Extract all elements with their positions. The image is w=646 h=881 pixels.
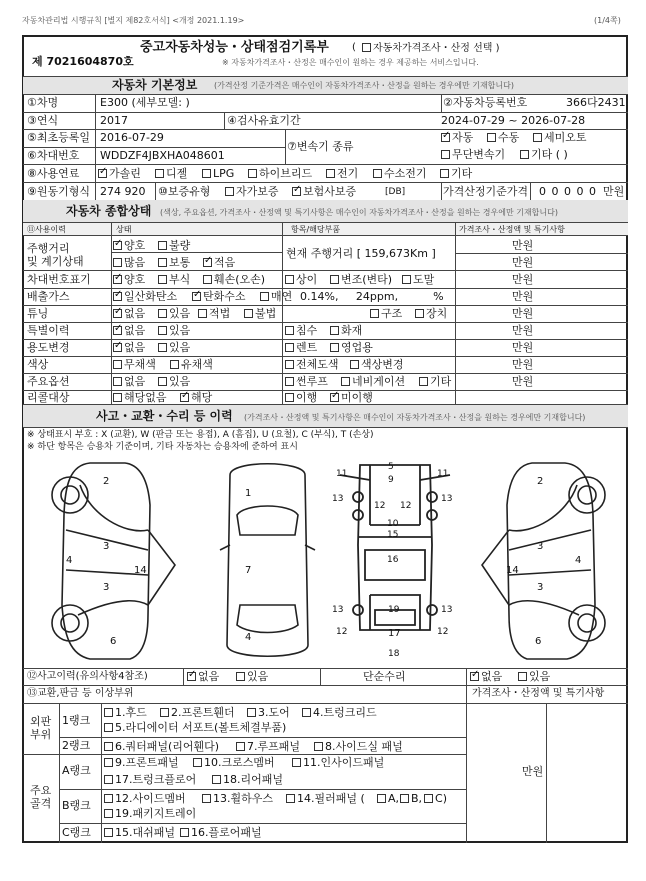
mileage-opt[interactable]: ✓ 적음 xyxy=(203,257,235,268)
history-opt[interactable]: 있음 xyxy=(236,671,268,682)
color-opt[interactable]: 무채색 xyxy=(113,359,156,370)
fuel-opt[interactable]: 하이브리드 xyxy=(248,168,312,179)
mileage-opt[interactable]: 많음 xyxy=(113,257,145,268)
diagram-label: 11 xyxy=(437,469,449,479)
law-reference: 자동차관리법 시행규칙 [별지 제82호서식] <개정 2021.1.19> xyxy=(22,16,245,25)
color-opt[interactable]: 색상변경 xyxy=(350,359,404,370)
diagram-label: 3 xyxy=(103,541,110,552)
diagram-label: 13 xyxy=(441,494,453,504)
price-cell: 만원 xyxy=(512,307,534,320)
parts-price: 만원 xyxy=(522,765,544,778)
diagram-label: 19 xyxy=(388,605,400,615)
rank-a: A랭크 xyxy=(62,764,91,777)
price-cell: 만원 xyxy=(512,256,534,269)
gas-opt[interactable]: ✓ 탄화수소 xyxy=(192,291,246,302)
diagram-label: 4 xyxy=(66,555,73,566)
diagram-label: 3 xyxy=(537,541,544,552)
first-reg: 2016-07-29 xyxy=(100,131,164,144)
gas-opt[interactable]: ✓ 일산화탄소 xyxy=(113,291,177,302)
gas-values: 0.14%, 24ppm, % xyxy=(300,290,444,303)
diagram-label: 12 xyxy=(437,627,449,637)
car-right-side xyxy=(482,463,605,659)
parts-label: ⑬교환,판금 등 이상부위 xyxy=(27,688,134,699)
part-check[interactable]: 12.사이드멤버 xyxy=(104,793,186,804)
warranty-opt[interactable]: 자가보증 xyxy=(225,186,279,197)
options-label: 주요옵션 xyxy=(27,375,70,388)
warranty-opt[interactable]: ✓ 보험사보증 xyxy=(292,186,356,197)
part-check[interactable]: 1.후드 xyxy=(104,707,147,718)
diagram-label: 2 xyxy=(103,476,110,487)
diagram-label: 6 xyxy=(110,636,117,647)
trans-opt-cvt[interactable]: 무단변속기 xyxy=(441,149,505,160)
price-cell: 만원 xyxy=(512,239,534,252)
diagram-label: 12 xyxy=(336,627,348,637)
diagram-label: 13 xyxy=(332,494,344,504)
mileage-opt[interactable]: ✓양호 xyxy=(113,240,145,251)
diagram-label: 3 xyxy=(103,582,110,593)
first-reg-label: ⑤최초등록일 xyxy=(27,131,90,144)
part-check[interactable]: 17.트렁크플로어 xyxy=(104,774,196,785)
checkbox[interactable] xyxy=(362,43,371,52)
diagram-label: 16 xyxy=(387,555,399,565)
warranty-label: ⑩보증유형 xyxy=(158,185,211,198)
diagram-label: 18 xyxy=(388,649,400,659)
simple-opt[interactable]: 있음 xyxy=(518,671,550,682)
part-check[interactable]: 10.크로스멤버 xyxy=(193,757,275,768)
diagram-label: 12 xyxy=(374,501,386,511)
diagram-label: 2 xyxy=(537,476,544,487)
recall-opt[interactable]: ✓ 해당 xyxy=(180,392,212,403)
engine: 274 920 xyxy=(100,185,146,198)
basic-info-title: 자동차 기본정보 xyxy=(112,78,198,92)
part-check[interactable]: 9.프론트패널 xyxy=(104,757,179,768)
tuning-opt[interactable]: 구조 xyxy=(370,308,402,319)
mileage-label: 주행거리 및 계기상태 xyxy=(27,242,84,268)
recall-label: 리콜대상 xyxy=(27,391,70,404)
car-top-view xyxy=(220,464,315,657)
tuning-opt[interactable]: ✓ 없음 xyxy=(113,308,145,319)
outer-panel-label: 외판 부위 xyxy=(30,715,52,741)
usage-opt[interactable]: ✓ 없음 xyxy=(113,342,145,353)
basic-info-subtitle: (가격산정 기준가격은 매수인이 자동차가격조사・산정을 원하는 경우에만 기재합니다) xyxy=(214,81,514,90)
rank-2: 2랭크 xyxy=(62,739,91,752)
col-usage: ⑪사용이력 xyxy=(27,225,66,234)
color-label: 색상 xyxy=(27,358,49,371)
recall-opt[interactable]: 해당없음 xyxy=(113,392,167,403)
part-check[interactable]: 4.트렁크리드 xyxy=(302,707,377,718)
legend-note: ※ 하단 항목은 승용차 기준이며, 기타 자동차는 승용차에 준하여 표시 xyxy=(27,442,298,452)
usage-opt[interactable]: 영업용 xyxy=(330,342,373,353)
mileage-opt[interactable]: 불량 xyxy=(158,240,190,251)
options-opt[interactable]: 있음 xyxy=(158,376,190,387)
simple-repair-label: 단순수리 xyxy=(363,670,406,683)
col-state: 상태 xyxy=(116,225,132,234)
diagram-label: 11 xyxy=(336,469,348,479)
fuel-label: ⑧사용연료 xyxy=(27,167,80,180)
engine-label: ⑨원동기형식 xyxy=(27,185,90,198)
price-unit: 만원 xyxy=(603,185,625,198)
options-opt[interactable]: 썬루프 xyxy=(285,376,328,387)
part-check[interactable]: 13.휠하우스 xyxy=(202,793,273,804)
part-check[interactable]: 15.대쉬패널 xyxy=(104,827,175,838)
tuning-opt[interactable]: 적법 xyxy=(198,308,230,319)
vin-opt[interactable]: 상이 xyxy=(285,274,317,285)
accident-subtitle: (가격조사・산정액 및 특기사항은 매수인이 자동차가격조사・산정을 원하는 경우에만 기재합니다) xyxy=(244,413,586,422)
part-check[interactable]: 5.라디에이터 서포트(볼트체결부품) xyxy=(104,722,286,733)
col-price: 가격조사・산정액 및 특기사항 xyxy=(459,225,565,234)
year-label: ③연식 xyxy=(27,114,59,127)
diagram-label: 10 xyxy=(387,519,399,529)
price-cell: 만원 xyxy=(512,341,534,354)
trans-opt-auto[interactable]: ✓자동 xyxy=(441,132,473,143)
part-check[interactable]: 8.사이드실 패널 xyxy=(314,741,403,752)
parts-price-col: 가격조사・산정액 및 특기사항 xyxy=(472,688,605,699)
part-check[interactable]: 18.리어패널 xyxy=(212,774,283,785)
db-tag: [DB] xyxy=(385,187,406,197)
car-name: E300 (세부모델: ) xyxy=(100,96,190,109)
pillar-check[interactable]: A, xyxy=(377,793,399,804)
doc-title: 중고자동차성능・상태점검기록부 xyxy=(140,40,329,55)
main-frame-label: 주요 골격 xyxy=(30,784,52,810)
diagram-label: 6 xyxy=(535,636,542,647)
fuel-opt[interactable]: 전기 xyxy=(326,168,358,179)
price-cell: 만원 xyxy=(512,375,534,388)
doc-note: ※ 자동차가격조사・산정은 매수인이 원하는 경우 제공하는 서비스입니다. xyxy=(222,58,479,67)
price-cell: 만원 xyxy=(512,290,534,303)
diagram-label: 15 xyxy=(387,530,399,540)
color-opt[interactable]: 유채색 xyxy=(170,359,213,370)
simple-opt[interactable]: ✓ 없음 xyxy=(470,671,502,682)
part-check[interactable]: 19.패키지트레이 xyxy=(104,808,196,819)
vin-mark-label: 차대번호표기 xyxy=(27,273,91,286)
diagram-label: 4 xyxy=(575,555,582,566)
recall-opt[interactable]: 이행 xyxy=(285,392,317,403)
car-name-label: ①차명 xyxy=(27,96,59,109)
doc-number: 제 7021604870호 xyxy=(32,55,134,68)
mileage-opt[interactable]: 보통 xyxy=(158,257,190,268)
rank-1: 1랭크 xyxy=(62,714,91,727)
trans-label: ⑦변속기 종류 xyxy=(287,140,354,153)
vin-label: ⑥차대번호 xyxy=(27,149,80,162)
vin-opt[interactable]: 훼손(오손) xyxy=(203,274,265,285)
price-cell: 만원 xyxy=(512,358,534,371)
price-basis-label: 가격산정기준가격 xyxy=(443,185,529,198)
col-item: 항목/해당부품 xyxy=(291,225,341,234)
tuning-opt[interactable]: 장치 xyxy=(415,308,447,319)
vin-opt[interactable]: ✓ 양호 xyxy=(113,274,145,285)
special-opt[interactable]: 화재 xyxy=(330,325,362,336)
diagram-label: 14 xyxy=(134,565,147,576)
page-number: (1/4쪽) xyxy=(594,16,621,25)
recall-opt[interactable]: ✓ 미이행 xyxy=(330,392,373,403)
vin-opt[interactable]: 부식 xyxy=(158,274,190,285)
price-option-check[interactable] xyxy=(362,43,500,54)
fuel-opt[interactable]: ✓ 가솔린 xyxy=(98,168,141,179)
rank-c: C랭크 xyxy=(62,826,91,839)
tuning-opt[interactable]: 있음 xyxy=(158,308,190,319)
usage-opt[interactable]: 렌트 xyxy=(285,342,317,353)
option-paren: ( xyxy=(352,42,356,53)
vin-opt[interactable]: 도말 xyxy=(402,274,434,285)
part-check[interactable]: 2.프론트휀더 xyxy=(160,707,235,718)
vin-opt[interactable]: 변조(변타) xyxy=(330,274,392,285)
diagram-label: 14 xyxy=(506,565,519,576)
options-opt[interactable]: 없음 xyxy=(113,376,145,387)
fuel-opt[interactable]: 디젤 xyxy=(155,168,187,179)
part-check[interactable]: 3.도어 xyxy=(247,707,290,718)
overall-subtitle: (색상, 주요옵션, 가격조사・산정액 및 특기사항은 매수인이 자동차가격조사・산정을 원하는 경우에만 기재합니다) xyxy=(160,208,558,217)
gas-opt[interactable]: 매연 xyxy=(260,291,292,302)
inspect-label: ④검사유효기간 xyxy=(227,114,301,127)
options-opt[interactable]: 네비게이션 xyxy=(341,376,405,387)
pillar-check[interactable]: B, xyxy=(400,793,422,804)
accident-title: 사고・교환・수리 등 이력 xyxy=(96,409,233,423)
inspect-period: 2024-07-29 ~ 2026-07-28 xyxy=(441,114,586,127)
price-cell: 만원 xyxy=(512,324,534,337)
trans-opt-other[interactable]: 기타 ( ) xyxy=(520,149,568,160)
option-label: 자동차가격조사・산정 선택 ) xyxy=(373,43,500,54)
part-check[interactable]: 6.쿼터패널(리어휀다) xyxy=(104,741,219,752)
options-opt[interactable]: 기타 xyxy=(419,376,451,387)
special-label: 특별이력 xyxy=(27,324,70,337)
year: 2017 xyxy=(100,114,128,127)
diagram-label: 9 xyxy=(388,475,394,485)
diagram-label: 4 xyxy=(245,632,252,643)
trans-opt-semi[interactable]: 세미오토 xyxy=(533,132,587,143)
fuel-opt[interactable]: LPG xyxy=(202,168,234,179)
vin: WDDZF4JBXHA048601 xyxy=(100,149,225,162)
part-check[interactable]: 14.필러패널 ( xyxy=(286,793,365,804)
diagram-label: 3 xyxy=(537,582,544,593)
color-opt[interactable]: 전체도색 xyxy=(285,359,339,370)
part-check[interactable]: 11.인사이드패널 xyxy=(292,757,384,768)
gas-label: 배출가스 xyxy=(27,290,70,303)
trans-opt-manual[interactable]: 수동 xyxy=(487,132,519,143)
mileage-value: 현재 주행거리 [ 159,673Km ] xyxy=(286,247,436,260)
rank-b: B랭크 xyxy=(62,799,91,812)
diagram-label: 5 xyxy=(388,462,394,472)
reg-no-label: ②자동차등록번호 xyxy=(443,96,528,109)
fuel-opt[interactable]: 수소전기 xyxy=(373,168,427,179)
price-cell: 만원 xyxy=(512,273,534,286)
part-check[interactable]: 16.플로어패널 xyxy=(180,827,262,838)
tuning-opt[interactable]: 불법 xyxy=(244,308,276,319)
diagram-label: 12 xyxy=(400,501,412,511)
diagram-label: 1 xyxy=(245,488,252,499)
special-opt[interactable]: 침수 xyxy=(285,325,317,336)
tuning-label: 튜닝 xyxy=(27,307,49,320)
diagram-label: 7 xyxy=(245,565,252,576)
diagram-label: 13 xyxy=(332,605,344,615)
fuel-opt[interactable]: 기타 xyxy=(440,168,472,179)
reg-no: 366다2431 xyxy=(566,96,626,109)
pillar-check[interactable]: C) xyxy=(424,793,447,804)
part-check[interactable]: 7.루프패널 xyxy=(236,741,300,752)
legend-symbols: ※ 상태표시 부호 : X (교환), W (판금 또는 용접), A (흠집), U (요철), C (부식), T (손상) xyxy=(27,430,374,440)
diagram-label: 13 xyxy=(441,605,453,615)
overall-title: 자동차 종합상태 xyxy=(66,204,152,218)
usage-label: 용도변경 xyxy=(27,341,70,354)
special-opt[interactable]: ✓ 없음 xyxy=(113,325,145,336)
history-label: ⑫사고이력(유의사항4참조) xyxy=(27,671,148,682)
special-opt[interactable]: 있음 xyxy=(158,325,190,336)
history-opt[interactable]: ✓ 없음 xyxy=(187,671,219,682)
usage-opt[interactable]: 있음 xyxy=(158,342,190,353)
diagram-label: 17 xyxy=(388,628,401,639)
price-basis: 0 0 0 0 0 xyxy=(539,185,597,198)
